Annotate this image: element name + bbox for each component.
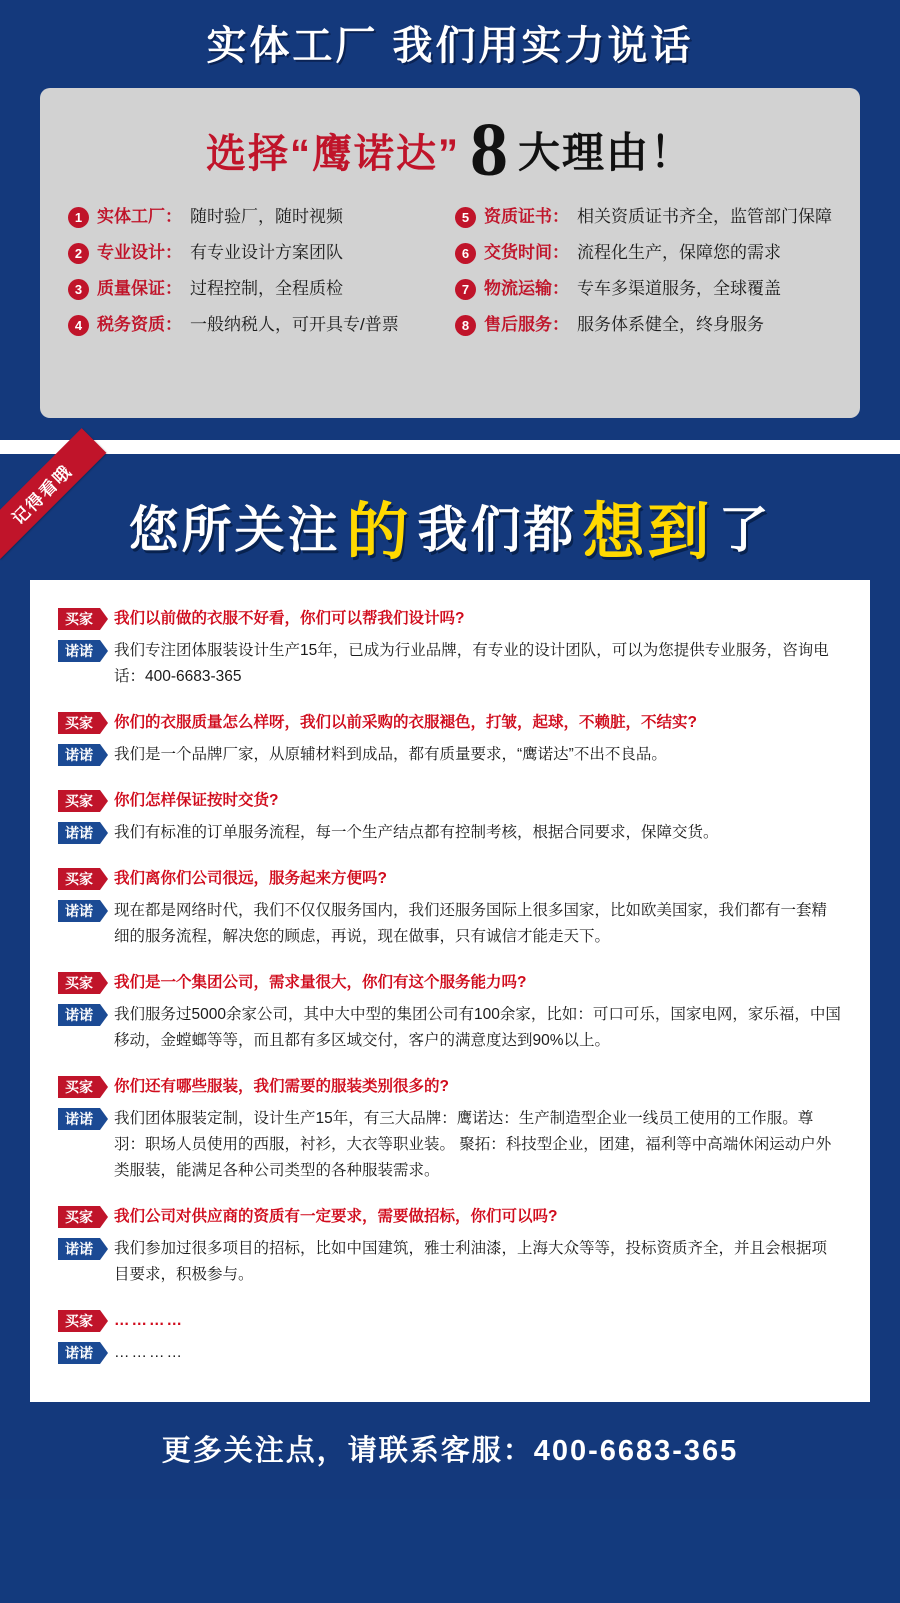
reason-number: 7 xyxy=(455,279,476,300)
answer-tag: 诺诺 xyxy=(58,1342,100,1364)
reasons-title-black: 大理由！ xyxy=(517,129,694,176)
faq-answer-row xyxy=(58,898,842,950)
faq-answer-row xyxy=(58,1340,842,1366)
faq-answer: 我们是一个品牌厂家，从原辅材料到成品，都有质量要求，“鹰诺达”不出不良品。 xyxy=(114,746,667,763)
faq-answer: ………… xyxy=(114,1344,184,1361)
faq-question-row xyxy=(58,1074,842,1100)
buyer-tag: 买家 xyxy=(58,1076,100,1098)
answer-tag: 诺诺 xyxy=(58,640,100,662)
faq-question-row xyxy=(58,1308,842,1334)
answer-tag: 诺诺 xyxy=(58,1238,100,1260)
reason-number: 2 xyxy=(68,243,89,264)
faq-answer: 我们参加过很多项目的招标，比如中国建筑，雅士利油漆，上海大众等等，投标资质齐全，并且会根据项目要求，积极参与。 xyxy=(114,1240,828,1283)
faq-item xyxy=(58,1308,842,1366)
buyer-tag: 买家 xyxy=(58,972,100,994)
answer-tag: 诺诺 xyxy=(58,900,100,922)
faq-answer-row xyxy=(58,820,842,846)
faq-headline xyxy=(0,480,900,566)
faq-answer: 我们有标准的订单服务流程，每一个生产结点都有控制考核，根据合同要求，保障交货。 xyxy=(114,824,719,841)
faq-answer: 我们服务过5000余家公司，其中大中型的集团公司有100余家，比如：可口可乐，国家电网，家乐福，中国移动，金螳螂等等，而且都有多区域交付，客户的满意度达到90%以上。 xyxy=(114,1006,841,1049)
reason-text: 专车多渠道服务，全球覆盖 xyxy=(577,279,781,298)
faq-question: ………… xyxy=(114,1312,184,1329)
faq-answer-row xyxy=(58,742,842,768)
reason-item xyxy=(68,278,445,300)
faq-question: 你们怎样保证按时交货? xyxy=(114,792,279,809)
faq-item xyxy=(58,866,842,950)
reason-item xyxy=(68,242,445,264)
faq-item xyxy=(58,606,842,690)
top-headline: 实体工厂 我们用实力说话 xyxy=(206,24,694,68)
buyer-tag: 买家 xyxy=(58,1310,100,1332)
advantages-section xyxy=(0,0,900,440)
faq-answer: 我们专注团体服装设计生产15年，已成为行业品牌，有专业的设计团队，可以为您提供专业服务，咨询电话：400-6683-365 xyxy=(114,642,829,685)
reason-label: 售后服务： xyxy=(484,315,569,334)
reasons-title-red: 选择“鹰诺达” xyxy=(205,131,460,176)
reason-text: 随时验厂，随时视频 xyxy=(190,207,343,226)
faq-question: 我们公司对供应商的资质有一定要求，需要做招标，你们可以吗? xyxy=(114,1208,558,1225)
faq-headline-part-2: 的 xyxy=(346,497,412,567)
reason-label: 质量保证： xyxy=(97,279,182,298)
reasons-grid xyxy=(68,206,832,336)
reasons-card xyxy=(40,88,860,418)
corner-ribbon: 记得看哦 xyxy=(0,428,106,559)
reason-number: 5 xyxy=(455,207,476,228)
faq-answer: 现在都是网络时代，我们不仅仅服务国内，我们还服务国际上很多国家，比如欧美国家，我们都有一套精细的服务流程，解决您的顾虑，再说，现在做事，只有诚信才能走天下。 xyxy=(114,902,828,945)
answer-tag: 诺诺 xyxy=(58,744,100,766)
reason-text: 有专业设计方案团队 xyxy=(190,243,343,262)
faq-question: 你们还有哪些服装，我们需要的服装类别很多的? xyxy=(114,1078,449,1095)
reason-label: 实体工厂： xyxy=(97,207,182,226)
reason-item xyxy=(68,206,445,228)
reason-label: 税务资质： xyxy=(97,315,182,334)
reason-text: 服务体系健全，终身服务 xyxy=(577,315,764,334)
reason-number: 8 xyxy=(455,315,476,336)
faq-answer-row xyxy=(58,1236,842,1288)
answer-tag: 诺诺 xyxy=(58,1004,100,1026)
faq-answer-row xyxy=(58,1106,842,1184)
reason-label: 资质证书： xyxy=(484,207,569,226)
faq-question-row xyxy=(58,606,842,632)
faq-answer: 我们团体服装定制，设计生产15年，有三大品牌：鹰诺达：生产制造型企业一线员工使用的工作服。尊羽：职场人员使用的西服，衬衫，大衣等职业装。 聚拓：科技型企业，团建，福利等中高端休闲运动户外类服装，能满足各种公司类型的各种服装需求。 xyxy=(114,1110,832,1179)
faq-item xyxy=(58,710,842,768)
reason-number: 3 xyxy=(68,279,89,300)
faq-question: 你们的衣服质量怎么样呀，我们以前采购的衣服褪色，打皱，起球，不赖脏，不结实? xyxy=(114,714,697,731)
faq-question: 我们离你们公司很远，服务起来方便吗? xyxy=(114,870,387,887)
faq-question: 我们是一个集团公司，需求量很大，你们有这个服务能力吗? xyxy=(114,974,527,991)
reason-text: 过程控制，全程质检 xyxy=(190,279,343,298)
reason-number: 6 xyxy=(455,243,476,264)
faq-item xyxy=(58,1074,842,1184)
reason-item xyxy=(68,314,445,336)
faq-answer-row xyxy=(58,638,842,690)
faq-question: 我们以前做的衣服不好看，你们可以帮我们设计吗? xyxy=(114,610,465,627)
faq-item xyxy=(58,970,842,1054)
faq-item xyxy=(58,1204,842,1288)
reasons-title-number: 8 xyxy=(469,108,508,192)
reasons-title xyxy=(68,110,832,190)
faq-headline-part-4: 想到 xyxy=(582,497,713,567)
reason-item xyxy=(455,278,832,300)
reason-number: 4 xyxy=(68,315,89,336)
reason-number: 1 xyxy=(68,207,89,228)
buyer-tag: 买家 xyxy=(58,608,100,630)
reason-label: 物流运输： xyxy=(484,279,569,298)
reason-text: 一般纳税人，可开具专/普票 xyxy=(190,315,399,334)
faq-item xyxy=(58,788,842,846)
buyer-tag: 买家 xyxy=(58,868,100,890)
reason-label: 专业设计： xyxy=(97,243,182,262)
faq-headline-part-5: 了 xyxy=(718,502,772,558)
buyer-tag: 买家 xyxy=(58,712,100,734)
faq-headline-part-1: 您所关注 xyxy=(128,502,341,558)
reason-item xyxy=(455,314,832,336)
buyer-tag: 买家 xyxy=(58,1206,100,1228)
faq-question-row xyxy=(58,788,842,814)
reason-item xyxy=(455,242,832,264)
section-divider xyxy=(0,440,900,454)
faq-question-row xyxy=(58,970,842,996)
faq-question-row xyxy=(58,1204,842,1230)
faq-card xyxy=(30,580,870,1402)
reason-text: 相关资质证书齐全，监管部门保障 xyxy=(577,207,832,226)
reason-item xyxy=(455,206,832,228)
answer-tag: 诺诺 xyxy=(58,1108,100,1130)
reason-label: 交货时间： xyxy=(484,243,569,262)
footer-contact: 更多关注点，请联系客服：400-6683-365 xyxy=(0,1402,900,1499)
reason-text: 流程化生产，保障您的需求 xyxy=(577,243,781,262)
answer-tag: 诺诺 xyxy=(58,822,100,844)
faq-section xyxy=(0,454,900,1402)
buyer-tag: 买家 xyxy=(58,790,100,812)
faq-question-row xyxy=(58,710,842,736)
faq-headline-part-3: 我们都 xyxy=(417,502,577,558)
faq-answer-row xyxy=(58,1002,842,1054)
faq-question-row xyxy=(58,866,842,892)
